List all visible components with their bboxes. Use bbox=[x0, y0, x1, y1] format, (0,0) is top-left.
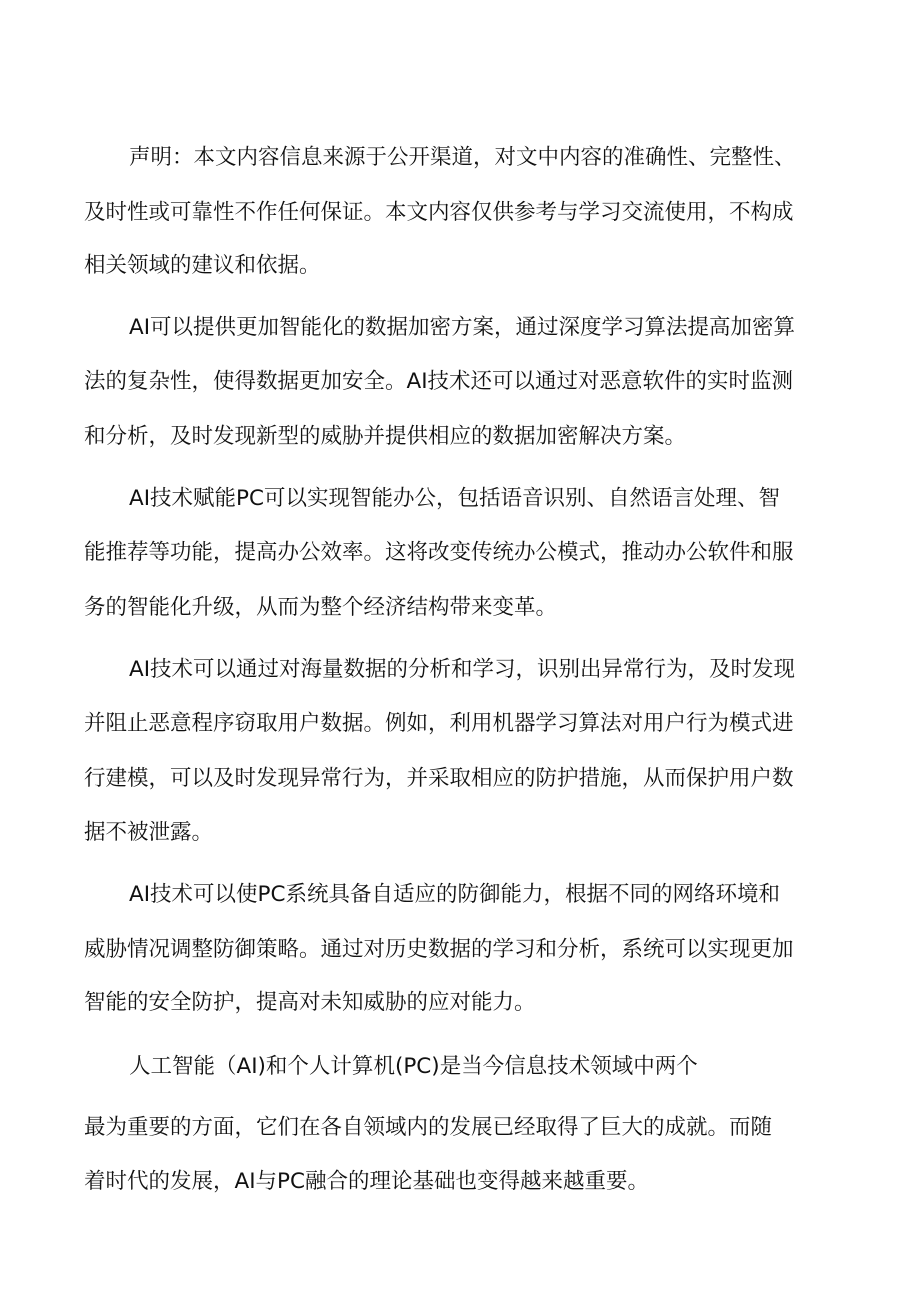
text-line: 相关领域的建议和依据。 bbox=[84, 253, 321, 278]
text-line: 并阻止恶意程序窃取用户数据。例如，利用机器学习算法对用户行为模式进 bbox=[84, 711, 794, 736]
text-line: 声明：本文内容信息来源于公开渠道，对文中内容的准确性、完整性、 bbox=[129, 145, 796, 170]
text-line: 行建模，可以及时发现异常行为，并采取相应的防护措施，从而保护用户数 bbox=[84, 766, 794, 791]
text-line: 能推荐等功能，提高办公效率。这将改变传统办公模式，推动办公软件和服 bbox=[84, 540, 794, 565]
text-line: 最为重要的方面，它们在各自领域内的发展已经取得了巨大的成就。而随 bbox=[84, 1115, 773, 1140]
text-line: 威胁情况调整防御策略。通过对历史数据的学习和分析，系统可以实现更加 bbox=[84, 937, 794, 962]
text-line: 法的复杂性，使得数据更加安全。AI技术还可以通过对恶意软件的实时监测 bbox=[84, 369, 794, 394]
text-line: AI可以提供更加智能化的数据加密方案，通过深度学习算法提高加密算 bbox=[129, 315, 796, 340]
text-line: AI技术赋能PC可以实现智能办公，包括语音识别、自然语言处理、智 bbox=[129, 486, 781, 511]
text-line: 智能的安全防护，提高对未知威胁的应对能力。 bbox=[84, 990, 536, 1015]
text-line: 及时性或可靠性不作任何保证。本文内容仅供参考与学习交流使用，不构成 bbox=[84, 200, 794, 225]
text-line: 和分析，及时发现新型的威胁并提供相应的数据加密解决方案。 bbox=[84, 424, 687, 449]
text-line: AI技术可以通过对海量数据的分析和学习，识别出异常行为，及时发现 bbox=[129, 657, 796, 682]
text-line: AI技术可以使PC系统具备自适应的防御能力，根据不同的网络环境和 bbox=[129, 882, 781, 907]
text-line: 据不被泄露。 bbox=[84, 820, 214, 845]
text-line: 务的智能化升级，从而为整个经济结构带来变革。 bbox=[84, 595, 558, 620]
text-line: 着时代的发展，AI与PC融合的理论基础也变得越来越重要。 bbox=[84, 1169, 650, 1194]
text-line: 人工智能（AI)和个人计算机(PC)是当今信息技术领域中两个 bbox=[129, 1054, 698, 1079]
